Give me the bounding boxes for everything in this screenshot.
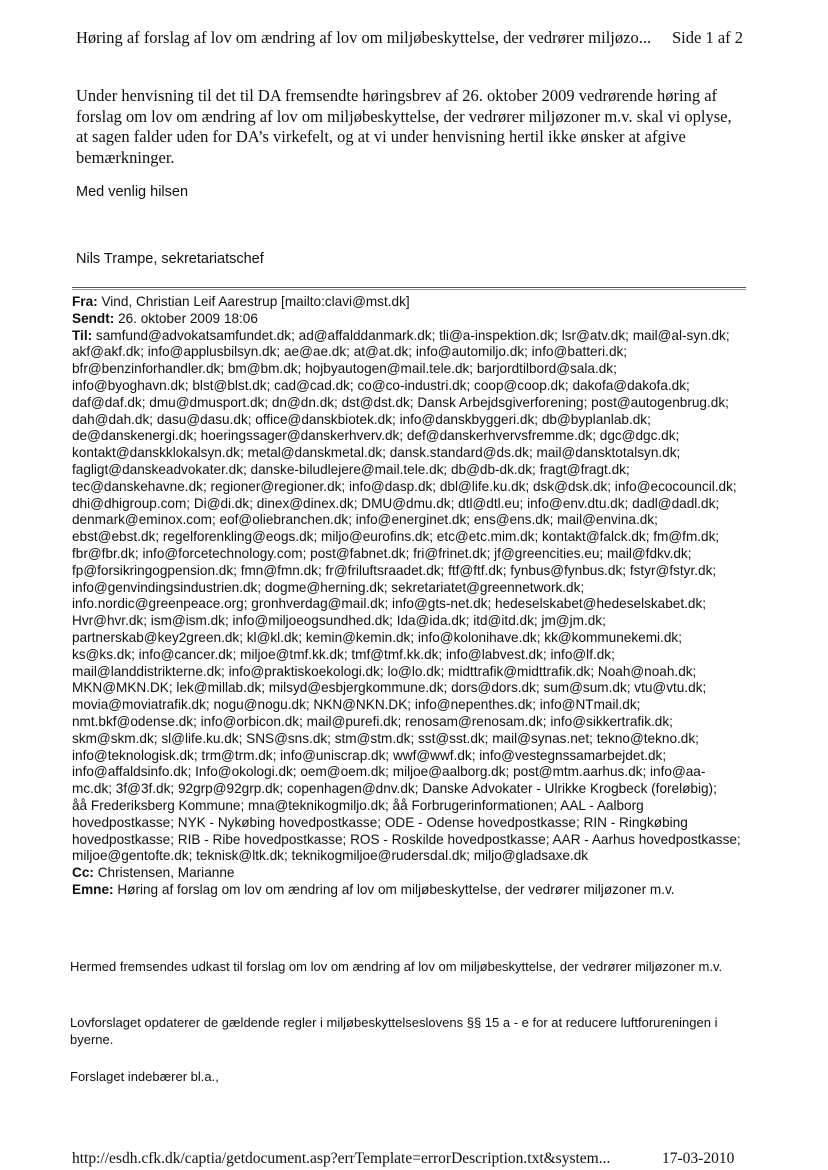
subject-label: Emne: (72, 881, 114, 897)
to-line: info@teknologisk.dk; trm@trm.dk; info@uniscrap.dk; wwf@wwf.dk; info@vestegnssamarbejdet.dk; (72, 747, 667, 763)
page-number: Side 1 af 2 (672, 28, 744, 47)
intro-line: bemærkninger. (76, 147, 175, 167)
subject-row (72, 882, 752, 899)
intro-line: at sagen falder uden for DA’s virkefelt, og at vi under henvisning hertil ikke ønsker at afgive (76, 127, 686, 146)
to-line: miljoe@gentofte.dk; teknisk@ltk.dk; teknikogmiljoe@rudersdal.dk; miljo@gladsaxe.dk (72, 848, 589, 864)
sent-row (72, 311, 752, 328)
to-line: kontakt@danskklokalsyn.dk; metal@danskmetal.dk; dansk.standard@ds.dk; mail@dansktotalsyn.dk; (72, 445, 681, 461)
to-line: åå Frederiksberg Kommune; mna@teknikogmiljo.dk; åå Forbrugerinformationen; AAL - Aalborg (72, 797, 644, 813)
to-line: mc.dk; 3f@3f.dk; 92grp@92grp.dk; copenhagen@dnv.dk; Danske Advokater - Ulrikke Krogbeck (foreløbig); (72, 781, 717, 797)
footer-url: http://esdh.cfk.dk/captia/getdocument.asp?errTemplate=errorDescription.txt&system... (72, 1150, 611, 1167)
page-header-title: Høring af forslag af lov om ændring af lov om miljøbeskyttelse, der vedrører miljøzo... (76, 28, 652, 47)
to-line: info@genvindingsindustrien.dk; dogme@herning.dk; sekretariatet@greennetwork.dk; (72, 579, 585, 595)
to-line: Hvr@hvr.dk; ism@ism.dk; info@miljoeogsundhed.dk; Ida@ida.dk; itd@itd.dk; jm@jm.dk; (72, 613, 606, 629)
signature: Nils Trampe, sekretariatschef (76, 251, 264, 267)
to-line: hovedpostkasse; RIB - Ribe hovedpostkasse; ROS - Roskilde hovedpostkasse; AAR - Aarhus hovedpostkasse; (72, 831, 741, 847)
to-recipients (72, 328, 752, 866)
separator-line (72, 287, 746, 290)
to-line: skm@skm.dk; sl@life.ku.dk; SNS@sns.dk; stm@stm.dk; sst@sst.dk; mail@synas.net; tekno@tekno.dk; (72, 730, 699, 746)
greeting: Med venlig hilsen (76, 184, 189, 200)
to-line: info@byoghavn.dk; blst@blst.dk; cad@cad.dk; co@co-industri.dk; coop@coop.dk; dakofa@dakofa.dk; (72, 377, 690, 393)
to-line: nmt.bkf@odense.dk; info@orbicon.dk; mail@purefi.dk; renosam@renosam.dk; info@sikkertrafik.dk; (72, 713, 673, 729)
subject-value: Høring af forslag om lov om ændring af lov om miljøbeskyttelse, der vedrører miljøzoner m.v. (117, 881, 675, 897)
cc-label: Cc: (72, 865, 94, 881)
to-line: denmark@eminox.com; eof@oliebranchen.dk; info@energinet.dk; ens@ens.dk; mail@envina.dk; (72, 512, 658, 528)
to-line: akf@akf.dk; info@applusbilsyn.dk; ae@ae.dk; at@at.dk; info@automiljo.dk; info@batteri.dk; (72, 344, 628, 360)
to-label: Til: (72, 327, 93, 343)
to-line: partnerskab@key2green.dk; kl@kl.dk; kemin@kemin.dk; info@kolonihave.dk; kk@kommunekemi.dk; (72, 629, 682, 645)
cc-row (72, 865, 752, 882)
to-line: info@affaldsinfo.dk; Info@okologi.dk; oem@oem.dk; miljoe@aalborg.dk; post@mtm.aarhus.dk; info@aa- (72, 764, 706, 780)
to-line: info.nordic@greenpeace.org; gronhverdag@mail.dk; info@gts-net.dk; hedeselskabet@hedeselskabet.dk; (72, 596, 707, 612)
to-line: movia@moviatrafik.dk; nogu@nogu.dk; NKN@NKN.DK; info@nepenthes.dk; info@NTmail.dk; (72, 697, 641, 713)
to-line: ks@ks.dk; info@cancer.dk; miljoe@tmf.kk.dk; tmf@tmf.kk.dk; info@labvest.dk; info@lf.dk; (72, 646, 615, 662)
intro-line: Under henvisning til det til DA fremsendte høringsbrev af 26. oktober 2009 vedrørende høring af (76, 86, 718, 105)
to-row (72, 328, 752, 345)
intro-line: forslag om lov om ændring af lov om miljøbeskyttelse, der vedrører miljøzoner m.v. skal vi oplyse, (76, 106, 732, 126)
cc-value: Christensen, Marianne (97, 865, 235, 881)
to-line: tec@danskehavne.dk; regioner@regioner.dk; info@dasp.dk; dbl@life.ku.dk; dsk@dsk.dk; info@ecocouncil.dk; (72, 478, 737, 494)
to-line: dah@dah.dk; dasu@dasu.dk; office@danskbiotek.dk; info@danskbyggeri.dk; db@byplanlab.dk; (72, 411, 651, 427)
to-line: daf@daf.dk; dmu@dmusport.dk; dn@dn.dk; dst@dst.dk; Dansk Arbejdsgiverforening; post@autogenbrug.dk; (72, 394, 729, 410)
to-line: mail@landdistrikterne.dk; info@praktiskoekologi.dk; lo@lo.dk; midttrafik@midttrafik.dk; Noah@noah.dk; (72, 663, 697, 679)
to-line: ebst@ebst.dk; regelforenkling@eogs.dk; miljo@eurofins.dk; etc@etc.mim.dk; kontakt@falck.dk; fm@fm.dk; (72, 529, 720, 545)
from-label: Fra: (72, 294, 98, 309)
to-line: MKN@MKN.DK; lek@millab.dk; milsyd@esbjergkommune.dk; dors@dors.dk; sum@sum.dk; vtu@vtu.dk; (72, 680, 707, 696)
to-line: samfund@advokatsamfundet.dk; ad@affalddanmark.dk; tli@a-inspektion.dk; lsr@atv.dk; mail@al-syn.dk; (95, 327, 730, 343)
intro-paragraph (76, 86, 756, 168)
sent-value: 26. oktober 2009 18:06 (118, 310, 258, 326)
forwarded-email-header (72, 294, 752, 899)
to-line: de@danskenergi.dk; hoeringssager@danskerhverv.dk; def@danskerhvervsfremme.dk; dgc@dgc.dk; (72, 428, 680, 444)
to-line: dhi@dhigroup.com; Di@di.dk; dinex@dinex.dk; DMU@dmu.dk; dtl@dtl.eu; info@env.dtu.dk; dadl@dadl.dk; (72, 495, 720, 511)
body-paragraph-2: Lovforslaget opdaterer de gældende regler i miljøbeskyttelseslovens §§ 15 a - e for at reducere luftforureningen i byerne. (70, 1015, 718, 1047)
footer-date: 17-03-2010 (662, 1150, 735, 1167)
sent-label: Sendt: (72, 310, 115, 326)
to-line: hovedpostkasse; NYK - Nykøbing hovedpostkasse; ODE - Odense hovedpostkasse; RIN - Ringkøbing (72, 814, 688, 830)
to-line: fbr@fbr.dk; info@forcetechnology.com; post@fabnet.dk; fri@frinet.dk; jf@greencities.eu; mail@fdkv.dk; (72, 545, 692, 561)
from-value: Vind, Christian Leif Aarestrup [mailto:clavi@mst.dk] (101, 294, 410, 309)
body-paragraph-3: Forslaget indebærer bl.a., (70, 1069, 219, 1084)
to-line: fagligt@danskeadvokater.dk; danske-biludlejere@mail.tele.dk; db@db-dk.dk; fragt@fragt.dk; (72, 461, 630, 477)
body-paragraph-1: Hermed fremsendes udkast til forslag om lov om ændring af lov om miljøbeskyttelse, der vedrører miljøzoner m.v. (70, 959, 723, 974)
to-line: fp@forsikringogpension.dk; fmn@fmn.dk; fr@friluftsraadet.dk; ftf@ftf.dk; fynbus@fynbus.dk; fstyr@fstyr.dk; (72, 562, 717, 578)
to-line: bfr@benzinforhandler.dk; bm@bm.dk; hojbyautogen@mail.tele.dk; barjordtilbord@sala.dk; (72, 361, 617, 377)
from-row (72, 294, 752, 311)
